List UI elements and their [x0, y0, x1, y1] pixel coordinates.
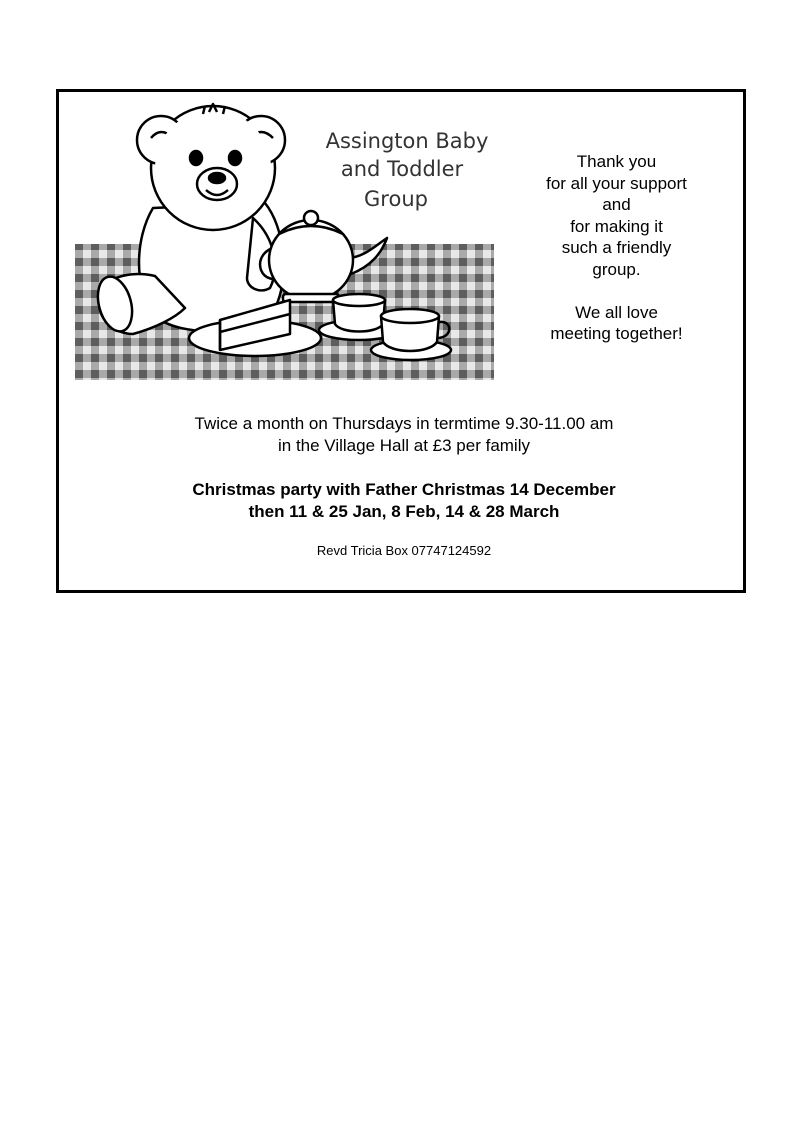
dates-line-1: Christmas party with Father Christmas 14 December — [192, 480, 616, 499]
logo-line-2: and Toddler — [340, 157, 464, 181]
contact-info: Revd Tricia Box 07747124592 — [316, 543, 492, 558]
thanks-line: Thank you — [576, 152, 657, 171]
teddy-bear — [92, 104, 285, 335]
schedule-line-2: in the Village Hall at £3 per family — [278, 436, 530, 455]
thanks-line: meeting together! — [550, 324, 683, 344]
thanks-line: such a friendly — [561, 238, 672, 258]
thank-you-message — [529, 151, 704, 345]
meeting-info — [59, 413, 749, 572]
logo-line-3: Group — [364, 187, 428, 211]
dates-line-2: then 11 & 25 Jan, 8 Feb, 14 & 28 March — [248, 502, 560, 521]
schedule-line-1: Twice a month on Thursdays in termtime 9.30-11.00 am — [194, 414, 614, 433]
flyer-box — [56, 89, 746, 593]
thanks-line: and — [602, 195, 631, 215]
thanks-line: for all your support — [546, 173, 687, 193]
logo-line-1: Assington Baby — [325, 129, 489, 153]
teddy-bear-tea-party-illustration — [75, 98, 494, 380]
thanks-line: group. — [592, 259, 641, 279]
thanks-line: for making it — [570, 216, 663, 236]
thanks-line: We all love — [575, 302, 658, 322]
